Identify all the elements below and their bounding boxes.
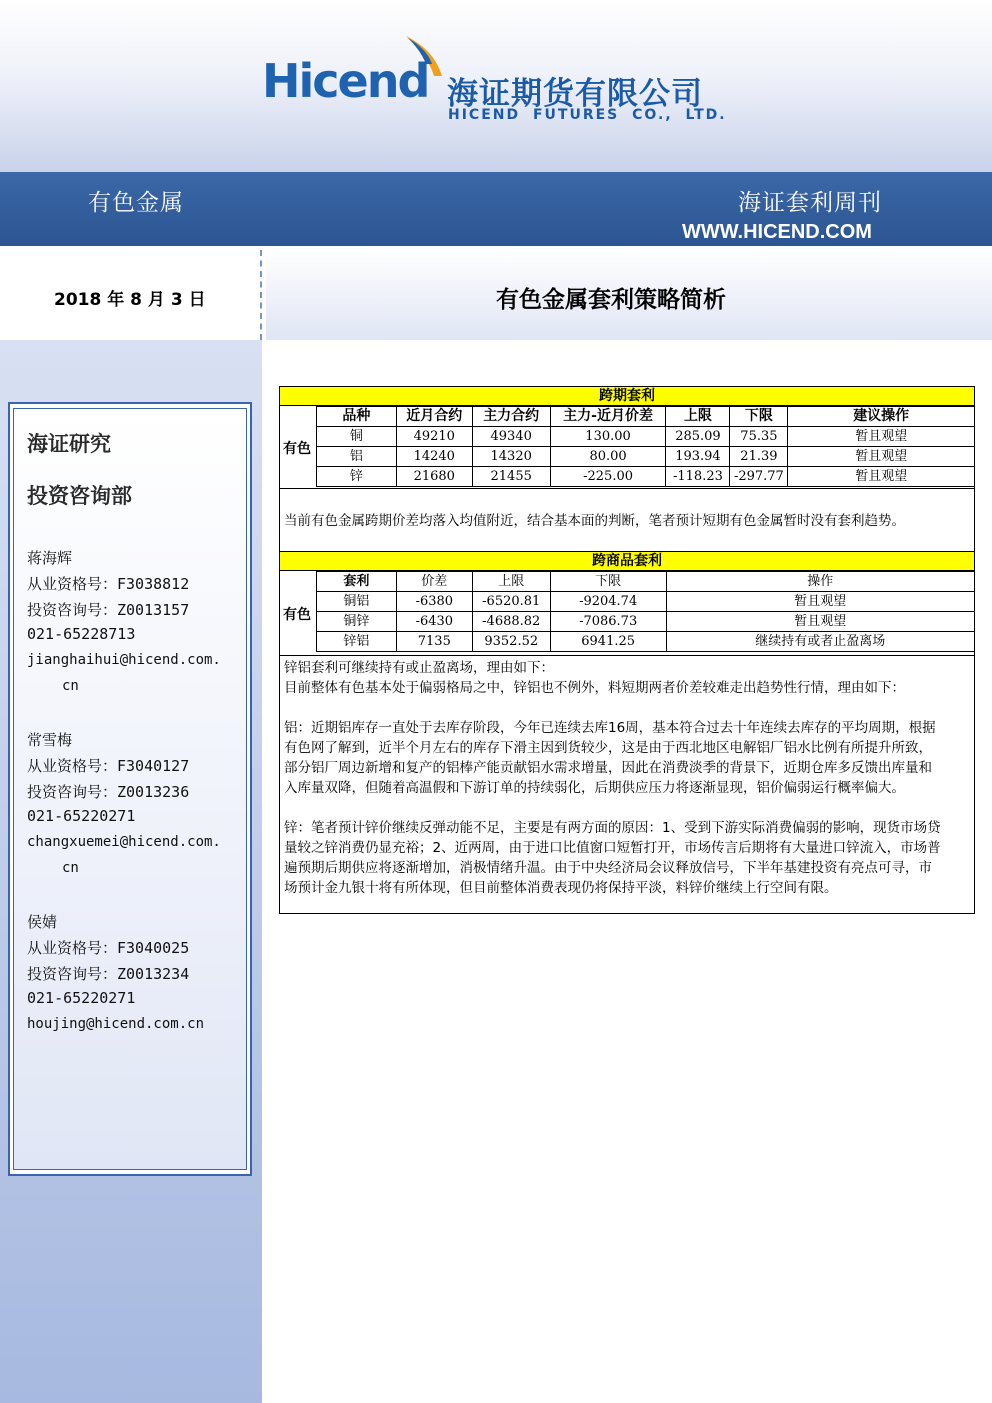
analyst-email[interactable]: houjing@hicend.com.cn xyxy=(27,1016,205,1032)
table-cell: 80.00 xyxy=(550,447,666,467)
table-cell: 130.00 xyxy=(550,427,666,447)
analyst-consult: 投资咨询号：Z0013234 xyxy=(27,965,190,983)
table-cell: -4688.82 xyxy=(472,612,550,632)
analyst-phone: 021-65228713 xyxy=(27,625,136,643)
aluminum-line: 铝：近期铝库存一直处于去库存阶段，今年已连续去库16周，基本符合过去十年连续去库存的平均周期，根据 xyxy=(284,720,936,736)
table-cell: 暂且观望 xyxy=(788,467,975,487)
analysis-summary: 目前整体有色基本处于偏弱格局之中，锌铝也不例外，料短期两者价差较难走出趋势性行情，理由如下： xyxy=(284,680,905,696)
table-row xyxy=(317,447,975,467)
table-cell: 75.35 xyxy=(730,427,788,447)
analyst-cert: 从业资格号：F3040127 xyxy=(27,757,190,775)
publication-name: 海证套利周刊 xyxy=(738,190,882,216)
col-header: 建议操作 xyxy=(788,407,975,427)
aluminum-line: 有色网了解到，近半个月左右的库存下滑主因到货较少，这是由于西北地区电解铝厂铝水比例有所提升所致， xyxy=(284,740,932,756)
table-cell: 21.39 xyxy=(730,447,788,467)
table-cell: 铜铝 xyxy=(317,592,397,612)
logo-chinese: 海证期货有限公司 xyxy=(447,76,703,112)
table-cell: 193.94 xyxy=(666,447,730,467)
table-cell: 铜锌 xyxy=(317,612,397,632)
table-cell: 锌铝 xyxy=(317,632,397,652)
cross-group-label: 有色 xyxy=(283,607,311,623)
zinc-line: 场预计金九银十将有所体现，但目前整体消费表现仍将保持平淡，料锌价继续上行空间有限。 xyxy=(284,880,838,896)
table-cell: 暂且观望 xyxy=(788,427,975,447)
table-cell: 6941.25 xyxy=(550,632,666,652)
calendar-spread-table xyxy=(316,406,975,487)
table-cell: -118.23 xyxy=(666,467,730,487)
analyst-email[interactable]: jianghaihui@hicend.com. xyxy=(27,652,221,668)
calendar-spread-title: 跨期套利 xyxy=(279,386,975,406)
table-cell: -9204.74 xyxy=(550,592,666,612)
table-cell: 285.09 xyxy=(666,427,730,447)
table-cell: -7086.73 xyxy=(550,612,666,632)
analyst-consult: 投资咨询号：Z0013236 xyxy=(27,783,190,801)
analysis-intro: 锌铝套利可继续持有或止盈离场，理由如下： xyxy=(284,660,554,676)
analyst-email-cont[interactable]: cn xyxy=(62,860,79,876)
report-date: 2018 年 8 月 3 日 xyxy=(54,290,206,310)
analyst-email[interactable]: changxuemei@hicend.com. xyxy=(27,834,221,850)
table-cell: 铜 xyxy=(317,427,397,447)
table-row xyxy=(317,427,975,447)
analyst-consult: 投资咨询号：Z0013157 xyxy=(27,601,190,619)
cross-spread-title: 跨商品套利 xyxy=(279,551,975,571)
col-header: 品种 xyxy=(317,407,397,427)
analyst-cert: 从业资格号：F3038812 xyxy=(27,575,190,593)
col-header: 价差 xyxy=(396,572,472,592)
aluminum-line: 部分铝厂周边新增和复产的铝棒产能贡献铝水需求增量，因此在消费淡季的背景下，近期仓库多反馈出库量和 xyxy=(284,760,932,776)
cross-spread-table xyxy=(316,571,975,652)
table-cell: 14240 xyxy=(396,447,472,467)
table-header-row xyxy=(317,407,975,427)
col-header: 上限 xyxy=(666,407,730,427)
table-row xyxy=(317,592,975,612)
logo-english: Hicend xyxy=(262,54,429,108)
col-header: 下限 xyxy=(730,407,788,427)
table-header-row xyxy=(317,572,975,592)
analyst-phone: 021-65220271 xyxy=(27,989,136,1007)
analyst-phone: 021-65220271 xyxy=(27,807,136,825)
analyst-name: 蒋海辉 xyxy=(27,549,73,567)
table-row xyxy=(317,612,975,632)
logo-swoosh-icon xyxy=(402,34,452,78)
table-cell: 铝 xyxy=(317,447,397,467)
zinc-line: 遍预期后期供应将逐渐增加，消极情绪升温。由于中央经济局会议释放信号，下半年基建投资有亮点可寻，市 xyxy=(284,860,932,876)
dept-name: 海证研究 xyxy=(27,432,111,456)
analyst-cert: 从业资格号：F3040025 xyxy=(27,939,190,957)
col-header: 下限 xyxy=(550,572,666,592)
table-row xyxy=(317,467,975,487)
zinc-line: 量较之锌消费仍显充裕；2、近两周，由于进口比值窗口短暂打开，市场传言后期将有大量进口锌流入，市场普 xyxy=(284,840,941,856)
divider xyxy=(279,655,975,656)
table-cell: -6430 xyxy=(396,612,472,632)
table-row xyxy=(317,632,975,652)
table-cell: 49210 xyxy=(396,427,472,447)
table-cell: -297.77 xyxy=(730,467,788,487)
calendar-group-label: 有色 xyxy=(283,441,311,457)
company-logo xyxy=(262,34,732,134)
col-header: 主力合约 xyxy=(472,407,550,427)
table-cell: 暂且观望 xyxy=(666,592,974,612)
table-cell: 锌 xyxy=(317,467,397,487)
analyst-name: 常雪梅 xyxy=(27,731,73,749)
table-cell: -6520.81 xyxy=(472,592,550,612)
table-cell: -225.00 xyxy=(550,467,666,487)
analyst-name: 侯婧 xyxy=(27,913,58,931)
report-category: 有色金属 xyxy=(88,190,184,216)
table-cell: 暂且观望 xyxy=(788,447,975,467)
col-header: 近月合约 xyxy=(396,407,472,427)
table-cell: 49340 xyxy=(472,427,550,447)
table-cell: 14320 xyxy=(472,447,550,467)
divider xyxy=(279,488,975,489)
analyst-email-cont[interactable]: cn xyxy=(62,678,79,694)
table-cell: -6380 xyxy=(396,592,472,612)
website-link[interactable]: WWW.HICEND.COM xyxy=(682,221,872,243)
table-cell: 21680 xyxy=(396,467,472,487)
table-cell: 21455 xyxy=(472,467,550,487)
table-cell: 继续持有或者止盈离场 xyxy=(666,632,974,652)
page-header xyxy=(0,0,992,172)
col-header: 操作 xyxy=(666,572,974,592)
col-header: 套利 xyxy=(317,572,397,592)
aluminum-line: 入库量双降，但随着高温假和下游订单的持续弱化，后期供应压力将逐渐显现，铝价偏弱运行概率偏大。 xyxy=(284,780,905,796)
calendar-note: 当前有色金属跨期价差均落入均值附近，结合基本面的判断，笔者预计短期有色金属暂时没有套利趋势。 xyxy=(284,513,905,529)
col-header: 主力-近月价差 xyxy=(550,407,666,427)
dept-subname: 投资咨询部 xyxy=(27,484,132,508)
table-cell: 暂且观望 xyxy=(666,612,974,632)
zinc-line: 锌：笔者预计锌价继续反弹动能不足，主要是有两方面的原因：1、受到下游实际消费偏弱的影响，现货市场贷 xyxy=(284,820,941,836)
table-cell: 9352.52 xyxy=(472,632,550,652)
table-cell: 7135 xyxy=(396,632,472,652)
report-title: 有色金属套利策略简析 xyxy=(496,287,726,313)
col-header: 上限 xyxy=(472,572,550,592)
logo-english-sub: HICEND FUTURES CO., LTD. xyxy=(448,107,727,123)
